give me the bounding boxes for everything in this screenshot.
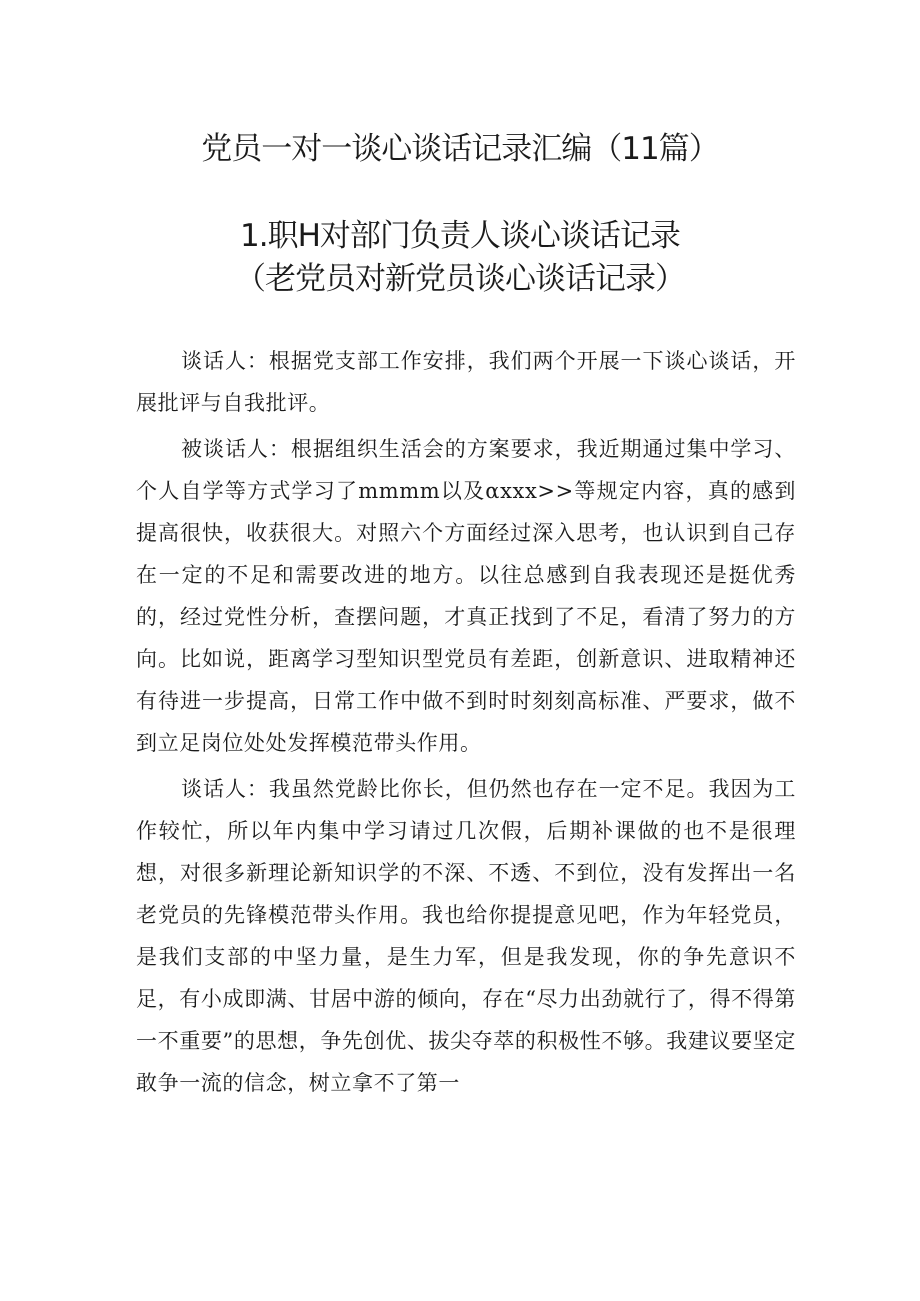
section-heading-line1: 1.职H对部门负责人谈心谈话记录 [240,218,680,254]
paragraph-3: 谈话人：我虽然党龄比你长，但仍然也存在一定不足。我因为工作较忙，所以年内集中学习请过几次假，后期补课做的也不是很理想，对很多新理论新知识学的不深、不透、不到位，没有发挥出一名老党员的先锋模范带头作用。我也给你提提意见吧，作为年轻党员，是我们支部的中坚力量，是生力军，但是我发现，你的争先意识不足，有小成即满、甘居中游的倾向，存在“尽力出劲就行了，得不得第一不重要”的思想，争先创优、拔尖夺萃的积极性不够。我建议要坚定敢争一流的信念，树立拿不了第一 [136,777,796,1095]
document-body [136,340,796,1108]
paragraph-1: 谈话人：根据党支部工作安排，我们两个开展一下谈心谈话，开展批评与自我批评。 [136,349,796,415]
document-title: 党员一对一谈心谈话记录汇编（11篇） [201,131,719,167]
paragraph-2: 被谈话人：根据组织生活会的方案要求，我近期通过集中学习、个人自学等方式学习了mmmm以及αxxx>>等规定内容，真的感到提高很快，收获很大。对照六个方面经过深入思考，也认识到自己存在一定的不足和需要改进的地方。以往总感到自我表现还是挺优秀的，经过党性分析，查摆问题，才真正找到了不足，看清了努力的方向。比如说，距离学习型知识型党员有差距，创新意识、进取精神还有待进一步提高，日常工作中做不到时时刻刻高标准、严要求，做不到立足岗位处处发挥模范带头作用。 [136,437,796,755]
section-heading-line2: （老党员对新党员谈心谈话记录） [235,261,685,297]
